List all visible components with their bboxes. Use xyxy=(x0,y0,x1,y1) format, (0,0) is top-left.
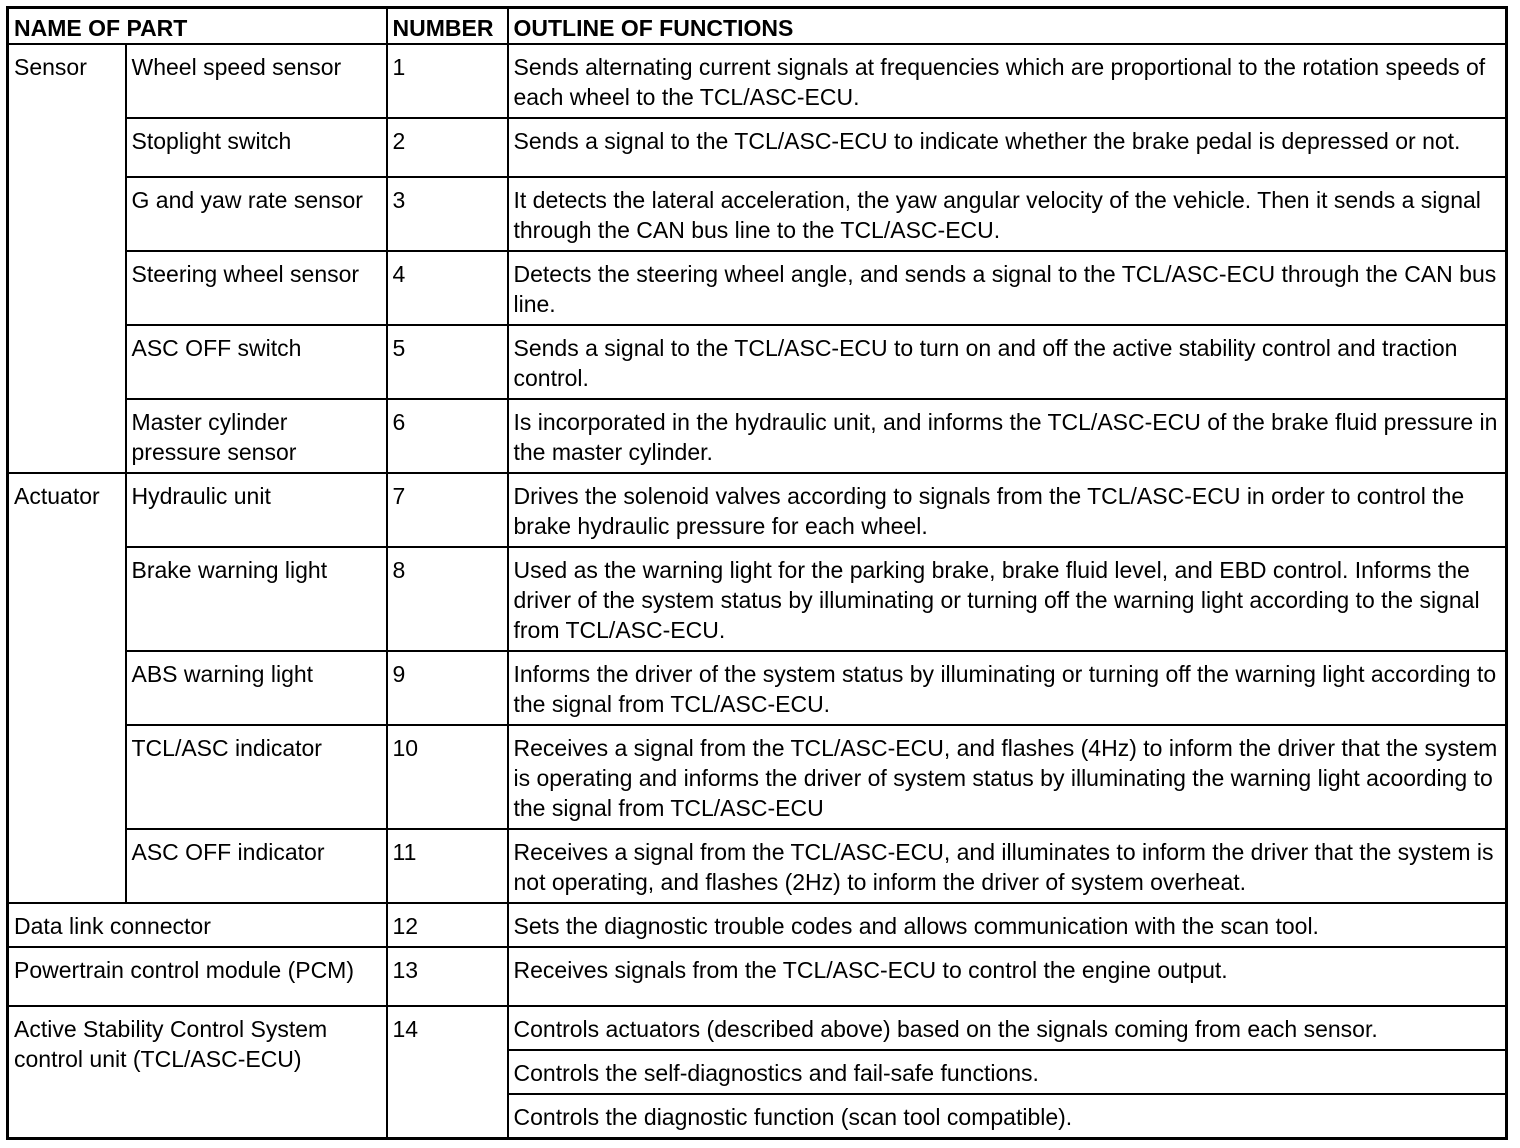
part-outline: Sends a signal to the TCL/ASC-ECU to turn on and off the active stability control and traction control. xyxy=(508,325,1507,399)
part-name: Data link connector xyxy=(8,903,387,947)
part-number: 8 xyxy=(387,547,508,651)
part-number: 11 xyxy=(387,829,508,903)
group-label-sensor: Sensor xyxy=(8,44,126,473)
part-outline: Drives the solenoid valves according to signals from the TCL/ASC-ECU in order to control the brake hydraulic pressure for each wheel. xyxy=(508,473,1507,547)
group-label-actuator: Actuator xyxy=(8,473,126,903)
part-number: 3 xyxy=(387,177,508,251)
parts-table-wrapper xyxy=(6,6,1508,1140)
part-outline: Controls actuators (described above) based on the signals coming from each sensor. xyxy=(508,1006,1507,1050)
part-number: 13 xyxy=(387,947,508,1006)
header-row xyxy=(8,8,1507,45)
header-name-of-part: NAME OF PART xyxy=(8,8,387,45)
part-outline: Controls the diagnostic function (scan tool compatible). xyxy=(508,1094,1507,1139)
part-name: Active Stability Control System control unit (TCL/ASC-ECU) xyxy=(8,1006,387,1139)
table-row xyxy=(8,177,1507,251)
part-number: 14 xyxy=(387,1006,508,1139)
table-row xyxy=(8,44,1507,118)
part-outline: Receives a signal from the TCL/ASC-ECU, and flashes (4Hz) to inform the driver that the system is operating and informs the driver of system status by illuminating the warning light acoording to the signal from TCL/ASC-ECU xyxy=(508,725,1507,829)
part-name: G and yaw rate sensor xyxy=(126,177,387,251)
part-number: 10 xyxy=(387,725,508,829)
part-outline: Detects the steering wheel angle, and sends a signal to the TCL/ASC-ECU through the CAN bus line. xyxy=(508,251,1507,325)
table-row xyxy=(8,725,1507,829)
part-name: TCL/ASC indicator xyxy=(126,725,387,829)
part-name: ASC OFF indicator xyxy=(126,829,387,903)
part-number: 2 xyxy=(387,118,508,177)
part-name: Stoplight switch xyxy=(126,118,387,177)
part-name: Wheel speed sensor xyxy=(126,44,387,118)
part-outline: Sends alternating current signals at frequencies which are proportional to the rotation speeds of each wheel to the TCL/ASC-ECU. xyxy=(508,44,1507,118)
part-number: 7 xyxy=(387,473,508,547)
table-row xyxy=(8,473,1507,547)
header-outline-of-functions: OUTLINE OF FUNCTIONS xyxy=(508,8,1507,45)
table-row xyxy=(8,325,1507,399)
part-outline: Is incorporated in the hydraulic unit, and informs the TCL/ASC-ECU of the brake fluid pressure in the master cylinder. xyxy=(508,399,1507,473)
part-name: Brake warning light xyxy=(126,547,387,651)
part-name: Master cylinder pressure sensor xyxy=(126,399,387,473)
table-row xyxy=(8,251,1507,325)
part-outline: Sends a signal to the TCL/ASC-ECU to indicate whether the brake pedal is depressed or not. xyxy=(508,118,1507,177)
part-name: ABS warning light xyxy=(126,651,387,725)
part-number: 6 xyxy=(387,399,508,473)
table-row xyxy=(8,1006,1507,1050)
part-outline: Informs the driver of the system status by illuminating or turning off the warning light according to the signal from TCL/ASC-ECU. xyxy=(508,651,1507,725)
table-row xyxy=(8,651,1507,725)
part-number: 1 xyxy=(387,44,508,118)
part-number: 5 xyxy=(387,325,508,399)
part-name: ASC OFF switch xyxy=(126,325,387,399)
table-row xyxy=(8,118,1507,177)
parts-table xyxy=(6,6,1508,1140)
part-number: 9 xyxy=(387,651,508,725)
part-name: Steering wheel sensor xyxy=(126,251,387,325)
part-name: Powertrain control module (PCM) xyxy=(8,947,387,1006)
table-row xyxy=(8,903,1507,947)
part-outline: Controls the self-diagnostics and fail-safe functions. xyxy=(508,1050,1507,1094)
part-name: Hydraulic unit xyxy=(126,473,387,547)
part-number: 12 xyxy=(387,903,508,947)
part-outline: It detects the lateral acceleration, the yaw angular velocity of the vehicle. Then it sends a signal through the CAN bus line to the TCL/ASC-ECU. xyxy=(508,177,1507,251)
part-number: 4 xyxy=(387,251,508,325)
part-outline: Used as the warning light for the parking brake, brake fluid level, and EBD control. Informs the driver of the system status by illuminating or turning off the warning light according to the signal from TCL/ASC-ECU. xyxy=(508,547,1507,651)
part-outline: Sets the diagnostic trouble codes and allows communication with the scan tool. xyxy=(508,903,1507,947)
part-outline: Receives a signal from the TCL/ASC-ECU, and illuminates to inform the driver that the system is not operating, and flashes (2Hz) to inform the driver of system overheat. xyxy=(508,829,1507,903)
header-number: NUMBER xyxy=(387,8,508,45)
part-outline: Receives signals from the TCL/ASC-ECU to control the engine output. xyxy=(508,947,1507,1006)
table-row xyxy=(8,829,1507,903)
table-row xyxy=(8,547,1507,651)
table-row xyxy=(8,399,1507,473)
table-row xyxy=(8,947,1507,1006)
